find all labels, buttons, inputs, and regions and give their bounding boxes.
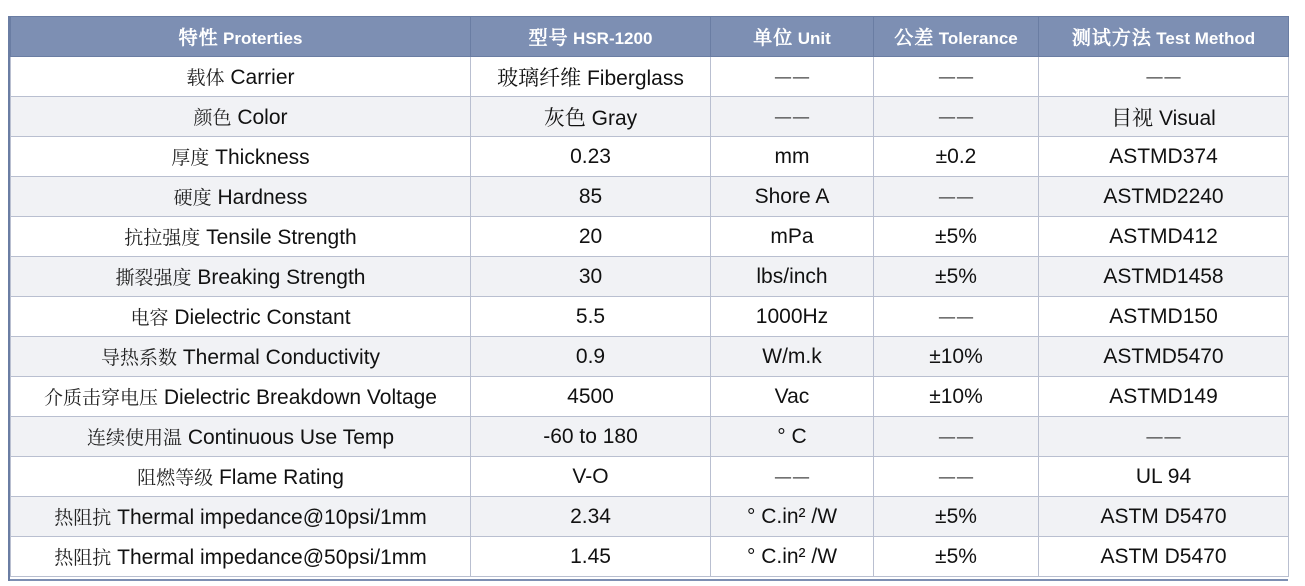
header-test-method: [1039, 17, 1289, 57]
cell-value: [471, 217, 711, 257]
cell-tolerance-text: ±10%: [929, 344, 983, 368]
table-row: [11, 137, 1289, 177]
cell-value: [471, 57, 711, 97]
cell-tolerance: [874, 57, 1039, 97]
table-row: [11, 457, 1289, 497]
cell-tolerance: [874, 137, 1039, 177]
cell-value-text: 2.34: [570, 504, 611, 528]
cell-unit-text: ——: [774, 66, 810, 88]
cell-test-method: [1039, 417, 1289, 457]
cell-value-text: 灰色 Gray: [543, 106, 638, 130]
cell-test-method-text: UL 94: [1135, 464, 1192, 488]
header-tolerance: [874, 17, 1039, 57]
cell-value: [471, 457, 711, 497]
cell-test-method-text: ASTMD149: [1109, 384, 1218, 408]
cell-test-method: [1039, 217, 1289, 257]
cell-test-method-text: ASTMD5470: [1103, 344, 1224, 368]
cell-property: [11, 257, 471, 297]
cell-unit: [711, 97, 874, 137]
property-en: Dielectric Breakdown Voltage: [163, 386, 437, 409]
property-cn: 热阻抗: [54, 547, 112, 569]
header-tolerance-cn: 公差: [894, 27, 935, 49]
cell-test-method: [1039, 97, 1289, 137]
header-test-method-cn: 测试方法: [1071, 27, 1152, 49]
cell-test-method: [1039, 337, 1289, 377]
cell-tolerance-text: ——: [938, 106, 974, 128]
property-en: Thermal Conductivity: [182, 346, 381, 369]
header-unit: [711, 17, 874, 57]
cell-tolerance-text: ——: [938, 306, 974, 328]
cell-unit-text: Shore A: [754, 184, 830, 208]
cell-unit: [711, 257, 874, 297]
property-en: Thermal impedance@10psi/1mm: [117, 506, 427, 529]
table-row: [11, 497, 1289, 537]
cell-property: [11, 217, 471, 257]
cell-unit-text: Vac: [774, 384, 810, 408]
cell-unit: [711, 217, 874, 257]
cell-tolerance: [874, 337, 1039, 377]
cell-value-text: 20: [578, 224, 603, 248]
cell-unit: [711, 497, 874, 537]
cell-value-text: V-O: [572, 464, 609, 488]
cell-test-method: [1039, 177, 1289, 217]
cell-unit: [711, 337, 874, 377]
header-properties-cn: 特性: [178, 27, 219, 49]
cell-tolerance-text: ±0.2: [935, 144, 977, 168]
cell-value: [471, 177, 711, 217]
cell-tolerance-text: ±5%: [935, 224, 977, 248]
cell-unit-text: ——: [774, 466, 810, 488]
table-row: [11, 377, 1289, 417]
cell-value: [471, 537, 711, 577]
cell-tolerance: [874, 497, 1039, 537]
table-row: [11, 177, 1289, 217]
cell-tolerance: [874, 97, 1039, 137]
cell-tolerance: [874, 217, 1039, 257]
cell-value: [471, 417, 711, 457]
cell-value-text: 4500: [567, 384, 614, 408]
cell-value-text: 5.5: [575, 304, 606, 328]
property-en: Carrier: [230, 66, 295, 89]
cell-test-method-text: ASTMD412: [1109, 224, 1218, 248]
cell-test-method: [1039, 57, 1289, 97]
cell-test-method-text: ASTMD2240: [1103, 184, 1224, 208]
property-en: Thickness: [215, 146, 310, 169]
cell-unit: [711, 297, 874, 337]
cell-tolerance: [874, 537, 1039, 577]
cell-property: [11, 417, 471, 457]
cell-value-text: 0.23: [570, 144, 611, 168]
cell-property: [11, 297, 471, 337]
cell-value: [471, 297, 711, 337]
property-cn: 载体: [186, 67, 225, 89]
table-row: [11, 217, 1289, 257]
cell-test-method: [1039, 137, 1289, 177]
cell-property: [11, 337, 471, 377]
cell-test-method-text: ASTMD374: [1109, 144, 1218, 168]
cell-value: [471, 257, 711, 297]
cell-tolerance-text: ±10%: [929, 384, 983, 408]
header-model: [471, 17, 711, 57]
header-model-en: HSR-1200: [573, 29, 653, 48]
property-cn: 阻燃等级: [137, 467, 214, 489]
property-en: Hardness: [217, 186, 308, 209]
cell-unit: [711, 537, 874, 577]
property-cn: 颜色: [193, 107, 232, 129]
property-en: Dielectric Constant: [174, 306, 351, 329]
cell-value-text: 85: [578, 184, 603, 208]
cell-property: [11, 537, 471, 577]
property-en: Thermal impedance@50psi/1mm: [117, 546, 427, 569]
property-en: Tensile Strength: [206, 226, 357, 249]
header-properties: [11, 17, 471, 57]
cell-unit: [711, 377, 874, 417]
cell-test-method-text: ——: [1145, 66, 1182, 88]
cell-test-method: [1039, 257, 1289, 297]
table-bottom-rule: [10, 579, 1288, 581]
cell-test-method-text: ASTM D5470: [1100, 504, 1227, 528]
cell-tolerance-text: ±5%: [935, 264, 977, 288]
table-row: [11, 537, 1289, 577]
cell-property: [11, 137, 471, 177]
table-row: [11, 417, 1289, 457]
cell-test-method-text: ASTM D5470: [1100, 544, 1227, 568]
cell-value: [471, 337, 711, 377]
cell-tolerance: [874, 457, 1039, 497]
cell-tolerance: [874, 417, 1039, 457]
cell-unit-text: ° C.in² /W: [746, 504, 838, 528]
cell-unit-text: lbs/inch: [756, 264, 828, 288]
cell-property: [11, 57, 471, 97]
spec-table-body: [11, 57, 1289, 577]
table-row: [11, 297, 1289, 337]
table-row: [11, 257, 1289, 297]
cell-tolerance: [874, 257, 1039, 297]
cell-unit-text: W/m.k: [762, 344, 822, 368]
cell-unit-text: mm: [774, 144, 810, 168]
property-en: Continuous Use Temp: [187, 426, 395, 449]
cell-tolerance-text: ±5%: [935, 544, 977, 568]
cell-value-text: 1.45: [570, 544, 611, 568]
cell-test-method: [1039, 297, 1289, 337]
table-row: [11, 97, 1289, 137]
cell-property: [11, 497, 471, 537]
header-unit-cn: 单位: [753, 27, 794, 49]
property-cn: 撕裂强度: [115, 267, 192, 289]
cell-test-method: [1039, 457, 1289, 497]
property-en: Color: [237, 106, 288, 129]
cell-tolerance-text: ——: [938, 426, 974, 448]
cell-unit-text: mPa: [770, 224, 814, 248]
header-properties-en: Proterties: [223, 29, 303, 48]
cell-test-method-text: ——: [1145, 426, 1182, 448]
cell-test-method: [1039, 537, 1289, 577]
cell-unit: [711, 457, 874, 497]
cell-value-text: 玻璃纤维 Fiberglass: [497, 66, 684, 90]
cell-unit-text: ° C: [777, 424, 807, 448]
cell-tolerance-text: ——: [938, 66, 974, 88]
cell-test-method-text: ASTMD1458: [1103, 264, 1224, 288]
property-en: Breaking Strength: [197, 266, 366, 289]
cell-unit-text: ——: [774, 106, 810, 128]
property-cn: 抗拉强度: [124, 227, 201, 249]
cell-unit-text: 1000Hz: [755, 304, 829, 328]
cell-tolerance-text: ±5%: [935, 504, 977, 528]
property-cn: 厚度: [171, 147, 210, 169]
cell-unit: [711, 137, 874, 177]
property-cn: 连续使用温: [86, 427, 182, 449]
cell-test-method-text: 目视 Visual: [1111, 106, 1216, 130]
cell-unit: [711, 417, 874, 457]
table-row: [11, 337, 1289, 377]
property-cn: 硬度: [173, 187, 212, 209]
header-test-method-en: Test Method: [1156, 29, 1256, 48]
cell-property: [11, 457, 471, 497]
cell-test-method: [1039, 497, 1289, 537]
cell-tolerance-text: ——: [938, 466, 974, 488]
cell-value-text: 0.9: [575, 344, 606, 368]
cell-test-method-text: ASTMD150: [1109, 304, 1218, 328]
cell-value: [471, 377, 711, 417]
table-header-row: [11, 17, 1289, 57]
cell-tolerance: [874, 377, 1039, 417]
property-cn: 热阻抗: [54, 507, 112, 529]
header-unit-en: Unit: [797, 29, 831, 48]
cell-value-text: 30: [578, 264, 603, 288]
property-cn: 介质击穿电压: [43, 387, 158, 409]
cell-value: [471, 497, 711, 537]
cell-value: [471, 97, 711, 137]
cell-tolerance-text: ——: [938, 186, 974, 208]
property-cn: 电容: [130, 307, 169, 329]
spec-table: [10, 16, 1289, 577]
cell-tolerance: [874, 177, 1039, 217]
cell-property: [11, 177, 471, 217]
table-row: [11, 57, 1289, 97]
cell-property: [11, 377, 471, 417]
property-cn: 导热系数: [100, 347, 177, 369]
property-en: Flame Rating: [218, 466, 344, 489]
cell-value: [471, 137, 711, 177]
header-tolerance-en: Tolerance: [938, 29, 1018, 48]
spec-table-container: [10, 16, 1288, 577]
header-model-cn: 型号: [528, 27, 569, 49]
cell-tolerance: [874, 297, 1039, 337]
cell-value-text: -60 to 180: [543, 424, 638, 448]
cell-test-method: [1039, 377, 1289, 417]
cell-property: [11, 97, 471, 137]
cell-unit: [711, 177, 874, 217]
cell-unit: [711, 57, 874, 97]
cell-unit-text: ° C.in² /W: [746, 544, 838, 568]
